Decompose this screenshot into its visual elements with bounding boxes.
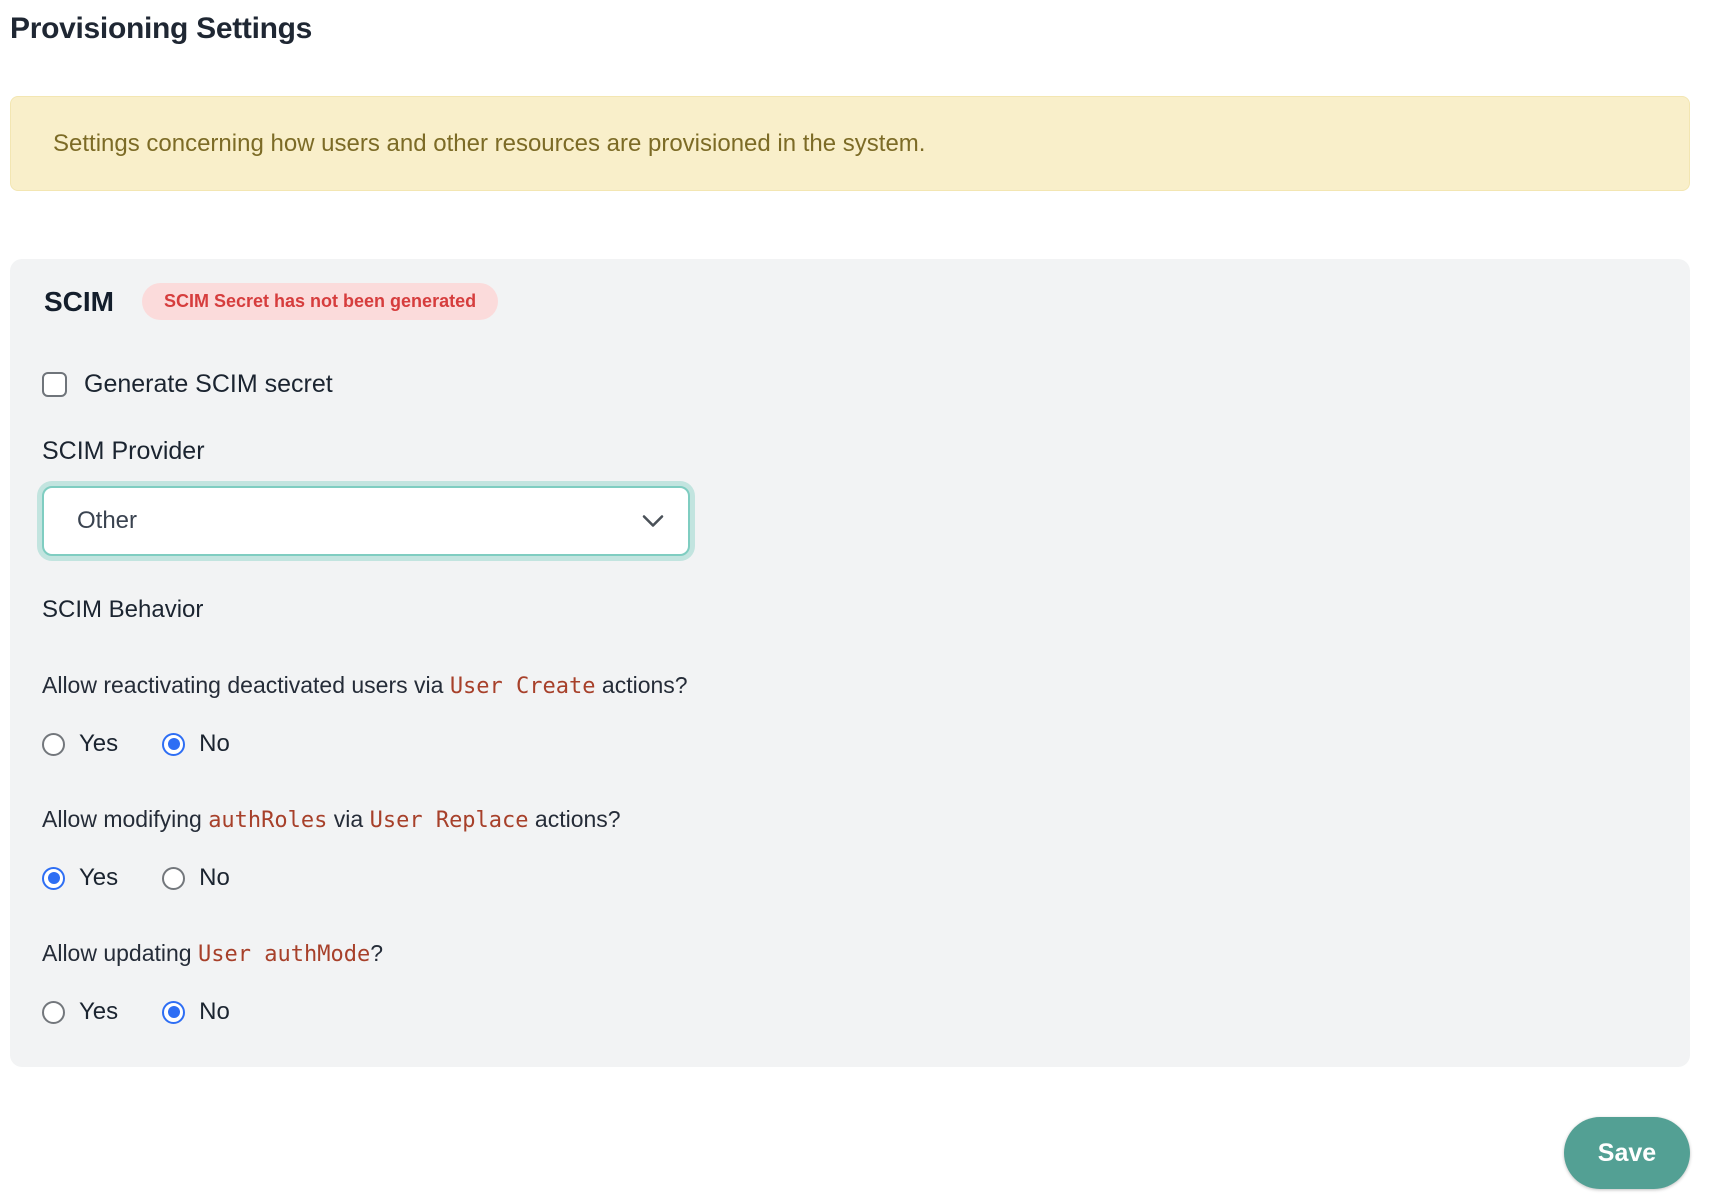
radio-option-yes[interactable] [42,864,118,892]
radio-option-yes[interactable] [42,998,118,1026]
question-block [40,670,1660,758]
chevron-down-icon [642,514,664,529]
radio-row [42,864,1660,892]
generate-scim-secret-row [42,370,1660,399]
scim-provider-selected-value: Other [77,507,138,534]
radio-label: Yes [79,864,119,891]
radio-yes[interactable] [42,1001,65,1024]
radio-label: No [199,864,230,891]
question-text: Allow modifying authRoles via User Replace actions? [42,806,621,833]
code-token: authRoles [208,808,328,833]
radio-row [42,730,1660,758]
radio-label: Yes [79,998,119,1025]
radio-no[interactable] [162,733,185,756]
scim-secret-status-badge: SCIM Secret has not been generated [142,283,498,320]
question-text: Allow updating User authMode? [42,940,383,967]
radio-label: Yes [79,730,119,757]
radio-label: No [199,730,230,757]
code-token: User authMode [198,942,371,967]
scim-behavior-heading: SCIM Behavior [42,596,204,623]
scim-header-row [44,283,1660,320]
code-token: User Create [449,674,596,699]
code-token: User Replace [369,808,529,833]
scim-heading: SCIM [44,285,114,317]
save-row [10,1117,1690,1189]
scim-provider-label: SCIM Provider [42,437,205,465]
radio-yes[interactable] [42,867,65,890]
question-block [40,938,1660,1026]
info-banner [10,96,1690,191]
radio-option-no[interactable] [162,998,230,1026]
radio-option-yes[interactable] [42,730,118,758]
radio-row [42,998,1660,1026]
radio-no[interactable] [162,1001,185,1024]
radio-label: No [199,998,230,1025]
generate-scim-secret-checkbox[interactable] [42,372,67,397]
save-button[interactable]: Save [1564,1117,1690,1189]
radio-no[interactable] [162,867,185,890]
question-text: Allow reactivating deactivated users via User Create actions? [42,672,688,699]
question-block [40,804,1660,892]
radio-option-no[interactable] [162,730,230,758]
page-title: Provisioning Settings [10,12,313,45]
generate-scim-secret-label: Generate SCIM secret [84,370,333,398]
info-banner-text: Settings concerning how users and other resources are provisioned in the system. [53,129,926,157]
scim-behavior-questions [40,670,1660,1026]
scim-settings-card [10,259,1690,1067]
scim-provider-select[interactable] [42,486,690,556]
radio-yes[interactable] [42,733,65,756]
radio-option-no[interactable] [162,864,230,892]
